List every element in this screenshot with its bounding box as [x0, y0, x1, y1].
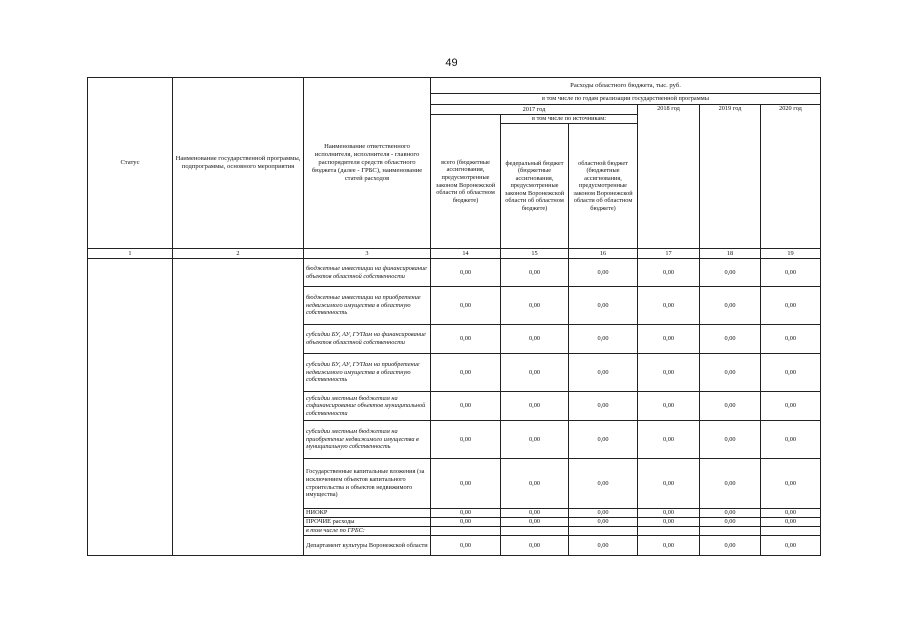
- header-regional: областной бюджет (бюджетные ассигнования, предусмотренные законом Воронежской области об областном бюджете): [569, 124, 638, 249]
- row-label: субсидии местным бюджетам на приобретение недвижимого имущества в муниципальную собственность: [304, 421, 431, 459]
- header-federal: федеральный бюджет (бюджетные ассигнования, предусмотренные законом Воронежской области об областном бюджете): [501, 124, 569, 249]
- value-regional-2017: [569, 527, 638, 536]
- row-label: ПРОЧИЕ расходы: [304, 518, 431, 527]
- value-2019: 0,00: [700, 325, 761, 354]
- value-2019: 0,00: [700, 287, 761, 325]
- header-program-name: Наименование государственной программы, подпрограммы, основного мероприятия: [173, 78, 304, 249]
- value-federal-2017: 0,00: [501, 536, 569, 556]
- value-federal-2017: 0,00: [501, 259, 569, 287]
- value-2018: 0,00: [638, 421, 700, 459]
- value-regional-2017: 0,00: [569, 259, 638, 287]
- value-federal-2017: 0,00: [501, 325, 569, 354]
- column-numbers-row: [88, 249, 821, 259]
- page-number: 49: [445, 57, 458, 69]
- column-number: 15: [501, 249, 569, 259]
- header-by-years: в том числе по годам реализации государственной программы: [431, 94, 821, 105]
- column-number: 1: [88, 249, 173, 259]
- value-federal-2017: 0,00: [501, 518, 569, 527]
- status-cell: [88, 259, 173, 556]
- value-regional-2017: 0,00: [569, 421, 638, 459]
- value-regional-2017: 0,00: [569, 536, 638, 556]
- value-2019: 0,00: [700, 536, 761, 556]
- value-2019: 0,00: [700, 354, 761, 392]
- column-number: 16: [569, 249, 638, 259]
- value-2020: [761, 527, 821, 536]
- row-label: субсидии БУ, АУ, ГУПам на приобретение недвижимого имущества в областную собственность: [304, 354, 431, 392]
- value-federal-2017: 0,00: [501, 354, 569, 392]
- value-2019: 0,00: [700, 509, 761, 518]
- row-label: бюджетные инвестиции на приобретение недвижимого имущества в областную собственность: [304, 287, 431, 325]
- value-total-2017: 0,00: [431, 325, 501, 354]
- value-2018: 0,00: [638, 459, 700, 509]
- value-2018: 0,00: [638, 392, 700, 421]
- header-year-2018: 2018 год: [638, 105, 700, 249]
- value-regional-2017: 0,00: [569, 287, 638, 325]
- value-total-2017: 0,00: [431, 354, 501, 392]
- value-2019: 0,00: [700, 518, 761, 527]
- value-federal-2017: 0,00: [501, 509, 569, 518]
- budget-table: [87, 77, 821, 556]
- row-label: Государственные капитальные вложения (за исключением объектов капитального строительства и объектов недвижимого имущества): [304, 459, 431, 509]
- value-total-2017: [431, 527, 501, 536]
- value-2018: 0,00: [638, 518, 700, 527]
- value-total-2017: 0,00: [431, 518, 501, 527]
- value-2018: 0,00: [638, 354, 700, 392]
- column-number: 14: [431, 249, 501, 259]
- value-2019: 0,00: [700, 421, 761, 459]
- value-2020: 0,00: [761, 518, 821, 527]
- row-label: НИОКР: [304, 509, 431, 518]
- value-2020: 0,00: [761, 287, 821, 325]
- value-2018: 0,00: [638, 509, 700, 518]
- value-2018: 0,00: [638, 536, 700, 556]
- value-2018: 0,00: [638, 259, 700, 287]
- header-total: всего (бюджетные ассигнования, предусмотренные законом Воронежской области об областном бюджете): [431, 115, 501, 249]
- column-number: 2: [173, 249, 304, 259]
- value-2019: 0,00: [700, 259, 761, 287]
- value-total-2017: 0,00: [431, 459, 501, 509]
- value-federal-2017: 0,00: [501, 392, 569, 421]
- value-2020: 0,00: [761, 421, 821, 459]
- value-2020: 0,00: [761, 259, 821, 287]
- value-2020: 0,00: [761, 325, 821, 354]
- value-regional-2017: 0,00: [569, 459, 638, 509]
- value-regional-2017: 0,00: [569, 518, 638, 527]
- header-by-sources: в том числе по источникам:: [501, 115, 638, 124]
- value-regional-2017: 0,00: [569, 325, 638, 354]
- value-2019: [700, 527, 761, 536]
- header-executor-name: Наименование ответственного исполнителя, исполнителя - главного распорядителя средств областного бюджета (далее - ГРБС), наименование статей расходов: [304, 78, 431, 249]
- value-federal-2017: 0,00: [501, 421, 569, 459]
- header-year-2017: 2017 год: [431, 105, 638, 115]
- header-year-2019: 2019 год: [700, 105, 761, 249]
- table-row: [88, 259, 821, 287]
- value-2019: 0,00: [700, 459, 761, 509]
- value-2020: 0,00: [761, 509, 821, 518]
- row-label: в том числе по ГРБС:: [304, 527, 431, 536]
- column-number: 18: [700, 249, 761, 259]
- column-number: 17: [638, 249, 700, 259]
- row-label: субсидии местным бюджетам на софинансирование объектов муниципальной собственности: [304, 392, 431, 421]
- value-total-2017: 0,00: [431, 509, 501, 518]
- value-2018: [638, 527, 700, 536]
- value-2020: 0,00: [761, 354, 821, 392]
- value-regional-2017: 0,00: [569, 392, 638, 421]
- value-total-2017: 0,00: [431, 421, 501, 459]
- value-total-2017: 0,00: [431, 259, 501, 287]
- value-2020: 0,00: [761, 459, 821, 509]
- value-total-2017: 0,00: [431, 536, 501, 556]
- column-number: 19: [761, 249, 821, 259]
- header-expenses: Расходы областного бюджета, тыс. руб.: [431, 78, 821, 94]
- value-total-2017: 0,00: [431, 392, 501, 421]
- value-federal-2017: 0,00: [501, 459, 569, 509]
- value-federal-2017: 0,00: [501, 287, 569, 325]
- value-2019: 0,00: [700, 392, 761, 421]
- value-2020: 0,00: [761, 536, 821, 556]
- header-year-2020: 2020 год: [761, 105, 821, 249]
- row-label: субсидии БУ, АУ, ГУПам на финансирование объектов областной собственности: [304, 325, 431, 354]
- value-total-2017: 0,00: [431, 287, 501, 325]
- value-regional-2017: 0,00: [569, 354, 638, 392]
- header-status: Статус: [88, 78, 173, 249]
- value-2020: 0,00: [761, 392, 821, 421]
- header-row-1: [88, 78, 821, 94]
- value-2018: 0,00: [638, 325, 700, 354]
- column-number: 3: [304, 249, 431, 259]
- program-cell: [173, 259, 304, 556]
- value-2018: 0,00: [638, 287, 700, 325]
- value-regional-2017: 0,00: [569, 509, 638, 518]
- value-federal-2017: [501, 527, 569, 536]
- row-label: Департамент культуры Воронежской области: [304, 536, 431, 556]
- row-label: бюджетные инвестиции на финансирование объектов областной собственности: [304, 259, 431, 287]
